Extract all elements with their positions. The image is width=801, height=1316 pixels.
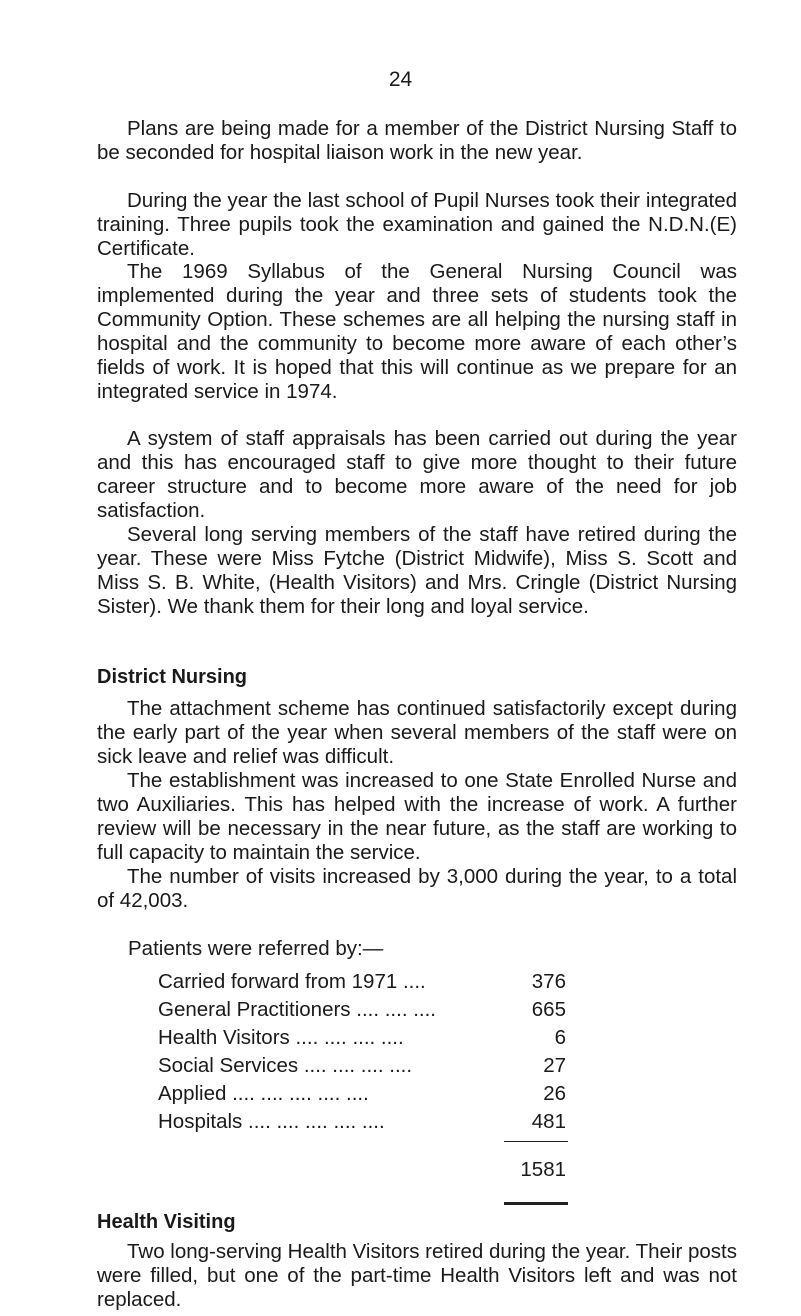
table-row-total [158, 1136, 566, 1188]
paragraph-attachment-scheme: The attachment scheme has continued satisfactorily except during the early part of the year when several members of the staff were on sick leave and relief was difficult. [97, 697, 737, 768]
referral-value: 376 [531, 970, 566, 993]
paragraph-pupil-nurses: During the year the last school of Pupil Nurses took their integrated training. Three pupils took the examination and gained the N.D.N.(E) Certificate. [97, 189, 737, 260]
paragraph-retirements: Several long serving members of the staff have retired during the year. These were Miss Fytche (District Midwife), Miss S. Scott and Miss S. B. White, (Health Visitors) and Mrs. Cringle (District Nursing Sister). We thank them for their long and loyal service. [97, 523, 737, 618]
total-rule [504, 1141, 568, 1142]
section-heading-district-nursing: District Nursing [97, 666, 248, 688]
referral-value: 481 [531, 1110, 566, 1133]
paragraph-establishment: The establishment was increased to one State Enrolled Nurse and two Auxiliaries. This has helped with the increase of work. A further review will be necessary in the near future, as the staff are working to full capacity to maintain the service. [97, 769, 737, 864]
paragraph-appraisals: A system of staff appraisals has been carried out during the year and this has encouraged staff to give more thought to their future career structure and to become more aware of the need for job satisfaction. [97, 427, 737, 522]
referrals-intro: Patients were referred by:— [128, 937, 384, 960]
table-row [158, 996, 566, 1024]
section-heading-health-visiting: Health Visiting [97, 1211, 236, 1233]
table-row [158, 968, 566, 996]
referrals-total: 1581 [520, 1158, 566, 1181]
referral-label: Hospitals .... .... .... .... .... [158, 1110, 385, 1133]
referral-label: Applied .... .... .... .... .... [158, 1082, 369, 1105]
table-row [158, 1080, 566, 1108]
paragraph-visits: The number of visits increased by 3,000 during the year, to a total of 42,003. [97, 865, 737, 912]
referral-label: Health Visitors .... .... .... .... [158, 1026, 404, 1049]
referral-value: 26 [543, 1082, 566, 1105]
table-row [158, 1024, 566, 1052]
referral-value: 665 [531, 998, 566, 1021]
paragraph-liaison: Plans are being made for a member of the District Nursing Staff to be seconded for hospital liaison work in the new year. [97, 117, 737, 164]
referral-label: Carried forward from 1971 .... [158, 970, 426, 993]
total-double-rule [504, 1202, 568, 1205]
referrals-table [158, 968, 566, 1188]
table-row [158, 1052, 566, 1080]
page-number: 24 [388, 68, 413, 91]
paragraph-syllabus: The 1969 Syllabus of the General Nursing Council was implemented during the year and three sets of students took the Community Option. These schemes are all helping the nursing staff in hospital and the community to become more aware of each other’s fields of work. It is hoped that this will continue as we prepare for an integrated service in 1974. [97, 260, 737, 403]
referral-label: General Practitioners .... .... .... [158, 998, 436, 1021]
paragraph-health-visitors-retired: Two long-serving Health Visitors retired during the year. Their posts were filled, but one of the part-time Health Visitors left and was not replaced. [97, 1240, 737, 1311]
table-row [158, 1108, 566, 1136]
referral-value: 6 [554, 1026, 566, 1049]
referral-value: 27 [543, 1054, 566, 1077]
referral-label: Social Services .... .... .... .... [158, 1054, 413, 1077]
